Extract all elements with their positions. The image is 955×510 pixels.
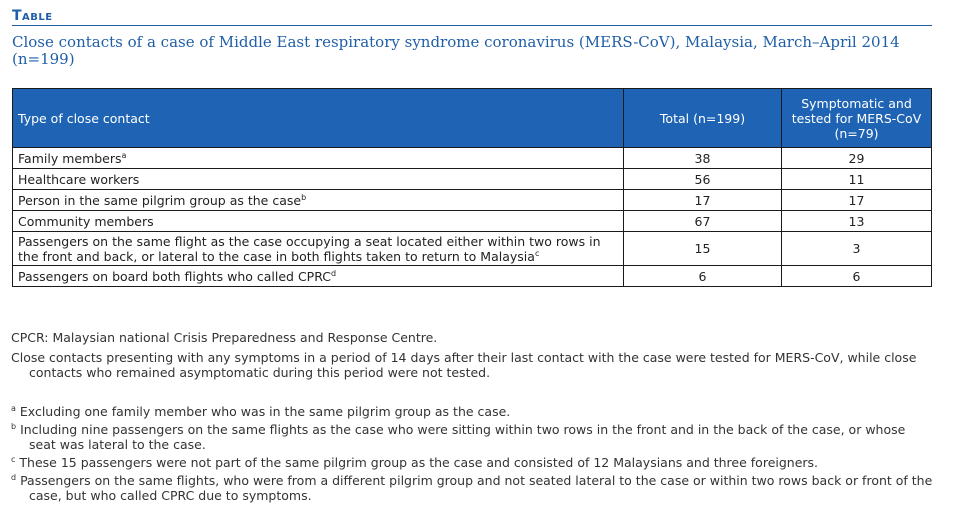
cell-total: 67	[624, 211, 782, 232]
cell-total: 15	[624, 232, 782, 266]
cell-type: Passengers on board both flights who called CPRC$^d$	[13, 266, 624, 287]
cell-total: 17	[624, 190, 782, 211]
contacts-table	[12, 88, 932, 287]
cell-type: Passengers on the same flight as the case occupying a seat located either within two rows in the front and back, or lateral to the case in both flights taken to return to Malaysia$^c$	[13, 232, 624, 266]
table-row	[13, 190, 932, 211]
cell-symptomatic: 29	[782, 148, 932, 169]
cell-total: 6	[624, 266, 782, 287]
cell-type: Healthcare workers	[13, 169, 624, 190]
cell-total: 56	[624, 169, 782, 190]
abbreviation-note: CPCR: Malaysian national Crisis Preparedness and Response Centre.	[11, 330, 438, 345]
table-row	[13, 148, 932, 169]
table-row	[13, 232, 932, 266]
cell-symptomatic: 3	[782, 232, 932, 266]
table-header-row	[13, 89, 932, 148]
cell-symptomatic: 11	[782, 169, 932, 190]
cell-total: 38	[624, 148, 782, 169]
footnote-c: $^c$ These 15 passengers were not part of the same pilgrim group as the case and consisted of 12 Malaysians and three foreigners.	[11, 454, 819, 470]
cell-type: Person in the same pilgrim group as the case$^b$	[13, 190, 624, 211]
table-figure	[12, 8, 932, 287]
table-notes	[11, 330, 936, 506]
footnote-a: $^a$ Excluding one family member who was in the same pilgrim group as the case.	[11, 403, 511, 419]
table-row	[13, 211, 932, 232]
header-type: Type of close contact	[13, 89, 624, 148]
footnote-d: $^d$ Passengers on the same flights, who were from a different pilgrim group and not seated lateral to the case or within two rows back or front of the case, but who called CPRC due to symptoms.	[11, 472, 933, 503]
header-total: Total (n=199)	[624, 89, 782, 148]
cell-type: Community members	[13, 211, 624, 232]
cell-symptomatic: 6	[782, 266, 932, 287]
table-row	[13, 169, 932, 190]
header-rule	[12, 25, 932, 26]
figure-label: Table	[12, 8, 53, 24]
table-row	[13, 266, 932, 287]
cell-symptomatic: 17	[782, 190, 932, 211]
header-symptomatic: Symptomatic and tested for MERS-CoV (n=79)	[782, 89, 932, 148]
cell-type: Family members$^a$	[13, 148, 624, 169]
footnote-b: $^b$ Including nine passengers on the same flights as the case who were sitting within two rows in the front and in the back of the case, or whose seat was lateral to the case.	[11, 421, 906, 452]
testing-note: Close contacts presenting with any symptoms in a period of 14 days after their last contact with the case were tested for MERS-CoV, while close contacts who remained asymptomatic during this period were not tested.	[11, 350, 917, 380]
cell-symptomatic: 13	[782, 211, 932, 232]
table-title: Close contacts of a case of Middle East respiratory syndrome coronavirus (MERS-CoV), Malaysia, March–April 2014 (n=199)	[12, 33, 900, 68]
